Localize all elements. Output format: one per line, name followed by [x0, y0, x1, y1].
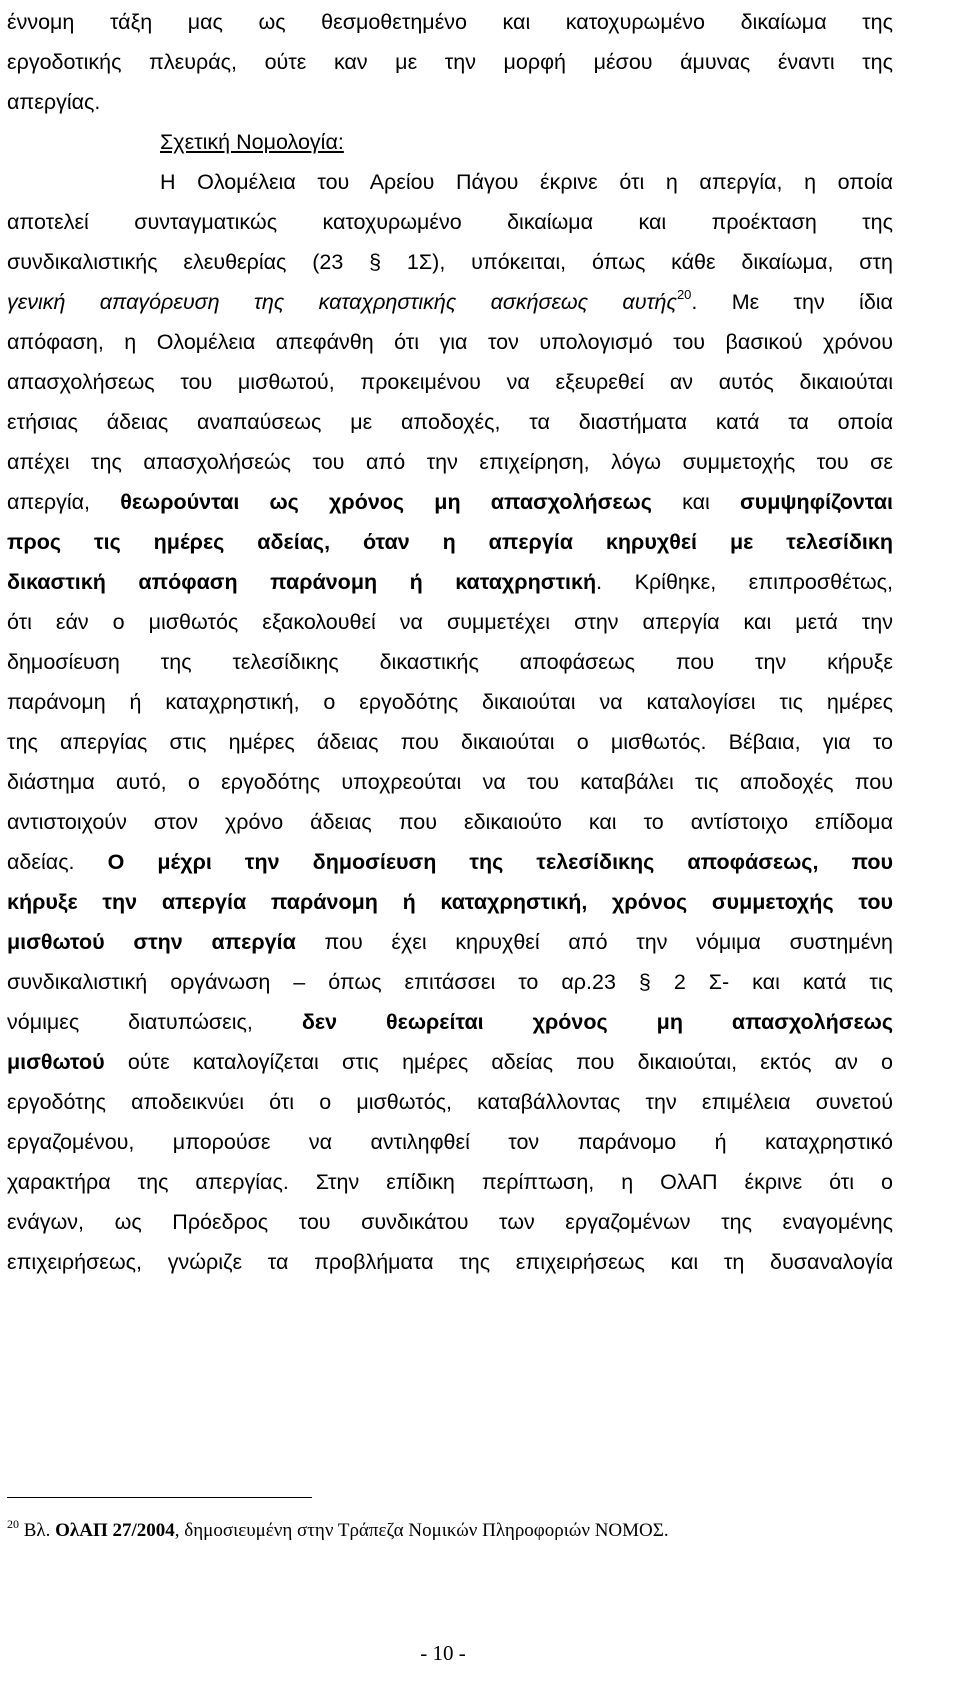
text-line: γενική απαγόρευση της καταχρηστικής ασκήσεως αυτής$^{20}$. Με την ίδια — [7, 287, 893, 314]
text-line: νόμιμες διατυπώσεις, δεν θεωρείται χρόνος μη απασχολήσεως — [7, 1010, 893, 1034]
text-line: αποτελεί συνταγματικώς κατοχυρωμένο δικαίωμα και προέκταση της — [7, 210, 893, 234]
text-line: εργαζομένου, μπορούσε να αντιληφθεί τον παράνομο ή καταχρηστικό — [7, 1130, 893, 1154]
text-line: ετήσιας άδειας αναπαύσεως με αποδοχές, τα διαστήματα κατά τα οποία — [7, 410, 893, 434]
text-line: Η Ολομέλεια του Αρείου Πάγου έκρινε ότι η απεργία, η οποία — [160, 170, 893, 194]
text-line: αδείας. Ο μέχρι την δημοσίευση της τελεσίδικης αποφάσεως, που — [7, 850, 894, 874]
text-line: επιχειρήσεως, γνώριζε τα προβλήματα της επιχειρήσεως και τη δυσαναλογία — [7, 1250, 893, 1274]
footnote-separator — [7, 1497, 312, 1498]
text-line: μισθωτού ούτε καταλογίζεται στις ημέρες αδείας που δικαιούται, εκτός αν ο — [7, 1050, 893, 1074]
text-line: απασχολήσεως του μισθωτού, προκειμένου να εξευρεθεί αν αυτός δικαιούται — [7, 370, 893, 394]
text-line: διάστημα αυτό, ο εργοδότης υποχρεούται να του καταβάλει τις αποδοχές που — [7, 770, 893, 794]
text-line: απόφαση, η Ολομέλεια απεφάνθη ότι για τον υπολογισμό του βασικού χρόνου — [7, 330, 893, 354]
text-line: χαρακτήρα της απεργίας. Στην επίδικη περίπτωση, η ΟλΑΠ έκρινε ότι ο — [7, 1170, 893, 1194]
text-line: παράνομη ή καταχρηστική, ο εργοδότης δικαιούται να καταλογίσει τις ημέρες — [7, 690, 893, 714]
text-line: συνδικαλιστική οργάνωση – όπως επιτάσσει το αρ.23 § 2 Σ- και κατά τις — [7, 970, 893, 994]
text-line: μισθωτού στην απεργία που έχει κηρυχθεί από την νόμιμα συστημένη — [7, 930, 893, 954]
text-line: απεργία, θεωρούνται ως χρόνος μη απασχολήσεως και συμψηφίζονται — [7, 490, 894, 514]
text-line: ενάγων, ως Πρόεδρος του συνδικάτου των εργαζομένων της εναγομένης — [7, 1210, 893, 1234]
text-line: κήρυξε την απεργία παράνομη ή καταχρηστική, χρόνος συμμετοχής του — [7, 890, 893, 914]
text-line: απέχει της απασχολήσεώς του από την επιχείρηση, λόγω συμμετοχής του σε — [7, 450, 893, 474]
text-line: εργοδοτικής πλευράς, ούτε καν με την μορφή μέσου άμυνας έναντι της — [7, 50, 893, 74]
text-line: συνδικαλιστικής ελευθερίας (23 § 1Σ), υπόκειται, όπως κάθε δικαίωμα, στη — [7, 250, 893, 274]
text-line: της απεργίας στις ημέρες άδειας που δικαιούται ο μισθωτός. Βέβαια, για το — [7, 730, 893, 754]
text-line: έννομη τάξη μας ως θεσμοθετημένο και κατοχυρωμένο δικαίωμα της — [7, 10, 893, 34]
footnote-case: ΟλΑΠ 27/2004 — [55, 1520, 175, 1541]
text-line: ότι εάν ο μισθωτός εξακολουθεί να συμμετέχει στην απεργία και μετά την — [7, 610, 893, 634]
text-line: προς τις ημέρες αδείας, όταν η απεργία κηρυχθεί με τελεσίδικη — [7, 530, 893, 554]
section-heading: Σχετική Νομολογία: — [160, 130, 344, 154]
text-line: απεργίας. — [7, 90, 101, 114]
text-line: εργοδότης αποδεικνύει ότι ο μισθωτός, καταβάλλοντας την επιμέλεια συνετού — [7, 1090, 893, 1114]
footnote-number: 20 — [7, 1517, 19, 1531]
footnote: $^{20}$ Βλ. ΟλΑΠ 27/2004, δημοσιευμένη στην Τράπεζα Νομικών Πληροφοριών ΝΟΜΟΣ. — [7, 1517, 669, 1541]
footnote-reference[interactable]: 20 — [676, 287, 692, 302]
text-line: αντιστοιχούν στον χρόνο άδειας που εδικαιούτο και το αντίστοιχο επίδομα — [7, 810, 893, 834]
text-line: δικαστική απόφαση παράνομη ή καταχρηστική. Κρίθηκε, επιπροσθέτως, — [7, 570, 893, 594]
text-line: δημοσίευση της τελεσίδικης δικαστικής αποφάσεως που την κήρυξε — [7, 650, 893, 674]
page-number: - 10 - — [420, 1641, 466, 1665]
